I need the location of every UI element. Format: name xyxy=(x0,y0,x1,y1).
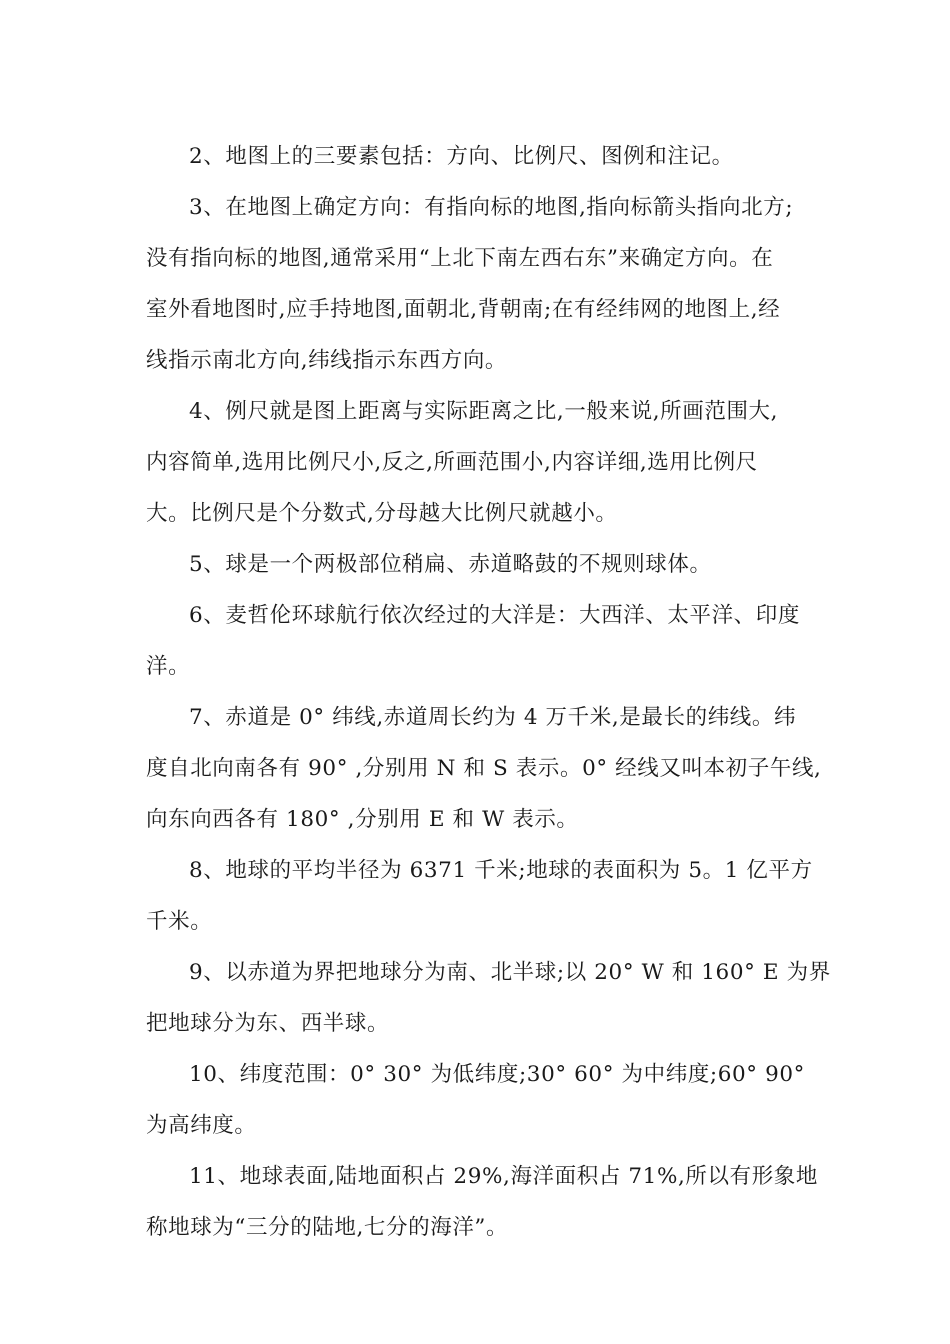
text-line: 5、球是一个两极部位稍扁、赤道略鼓的不规则球体。 xyxy=(189,552,712,577)
paragraph-4 xyxy=(146,386,806,539)
paragraph-8 xyxy=(146,845,813,947)
paragraph-7 xyxy=(146,692,822,845)
text-line: 洋。 xyxy=(146,654,191,679)
document-page xyxy=(146,131,831,1253)
text-line: 把地球分为东、西半球。 xyxy=(146,1011,390,1036)
text-line: 6、麦哲伦环球航行依次经过的大洋是：大西洋、太平洋、印度 xyxy=(189,603,800,628)
paragraph-2 xyxy=(146,131,806,182)
paragraph-9 xyxy=(146,947,831,1049)
text-line: 为高纬度。 xyxy=(146,1113,257,1138)
text-line: 9、以赤道为界把地球分为南、北半球;以 20° W 和 160° E 为界 xyxy=(189,960,831,985)
paragraph-10 xyxy=(146,1049,806,1151)
text-line: 3、在地图上确定方向：有指向标的地图,指向标箭头指向北方; xyxy=(189,195,794,220)
paragraph-5 xyxy=(146,539,806,590)
paragraph-3 xyxy=(146,182,806,386)
text-line: 线指示南北方向,纬线指示东西方向。 xyxy=(146,348,508,373)
text-line: 千米。 xyxy=(146,909,213,934)
text-line: 11、地球表面,陆地面积占 29%,海洋面积占 71%,所以有形象地 xyxy=(189,1164,819,1189)
text-line: 8、地球的平均半径为 6371 千米;地球的表面积为 5。1 亿平方 xyxy=(189,858,813,883)
text-line: 4、例尺就是图上距离与实际距离之比,一般来说,所画范围大, xyxy=(189,399,779,424)
text-line: 室外看地图时,应手持地图,面朝北,背朝南;在有经纬网的地图上,经 xyxy=(146,297,781,322)
text-line: 2、地图上的三要素包括：方向、比例尺、图例和注记。 xyxy=(189,144,734,169)
text-line: 大。比例尺是个分数式,分母越大比例尺就越小。 xyxy=(146,501,618,526)
paragraph-11 xyxy=(146,1151,819,1253)
text-line: 向东向西各有 180° ,分别用 E 和 W 表示。 xyxy=(146,807,579,832)
text-line: 度自北向南各有 90° ,分别用 N 和 S 表示。0° 经线又叫本初子午线, xyxy=(146,756,822,781)
text-line: 10、纬度范围：0° 30° 为低纬度;30° 60° 为中纬度;60° 90° xyxy=(189,1062,805,1087)
paragraph-6 xyxy=(146,590,806,692)
text-line: 称地球为“三分的陆地,七分的海洋”。 xyxy=(146,1215,509,1240)
text-line: 没有指向标的地图,通常采用“上北下南左西右东”来确定方向。在 xyxy=(146,246,774,271)
text-line: 7、赤道是 0° 纬线,赤道周长约为 4 万千米,是最长的纬线。纬 xyxy=(189,705,797,730)
text-line: 内容简单,选用比例尺小,反之,所画范围小,内容详细,选用比例尺 xyxy=(146,450,758,475)
